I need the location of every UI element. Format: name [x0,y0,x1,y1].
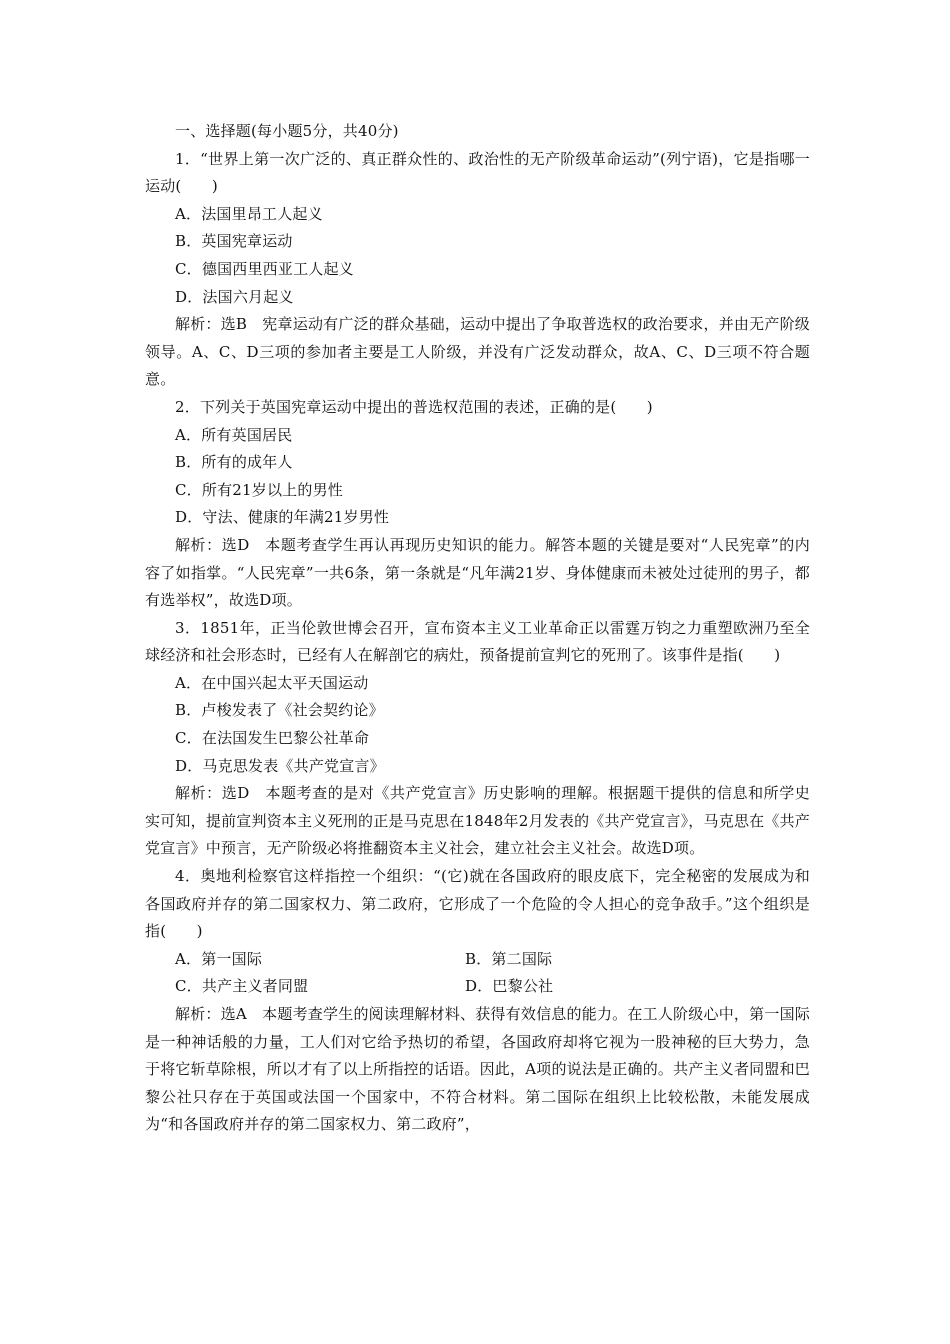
question-4-stem: 4．奥地利检察官这样指控一个组织：“(它)就在各国政府的眼皮底下，完全秘密的发展成为和各国政府并存的第二国家权力、第二政府，它形成了一个危险的令人担心的竞争敌手。”这个组织是指( ) [145,867,810,941]
question-2-option-b: B．所有的成年人 [175,453,293,472]
question-4-options-row-2 [145,973,810,1001]
question-4-option-a: A．第一国际 [175,949,263,968]
question-3-analysis: 解析：选D 本题考查的是对《共产党宣言》历史影响的理解。根据题干提供的信息和所学史实可知，提前宣判资本主义死刑的正是马克思在1848年2月发表的《共产党宣言》，马克思在《共产党宣言》中预言，无产阶级必将推翻资本主义社会，建立社会主义社会。故选D项。 [145,784,810,858]
document-page [145,118,810,1139]
section-heading: 一、选择题(每小题5分，共40分) [175,122,399,140]
question-2-analysis: 解析：选D 本题考查学生再认再现历史知识的能力。解答本题的关键是要对“人民宪章”的内容了如指掌。“人民宪章”一共6条，第一条就是“凡年满21岁、身体健康而未被处过徒刑的男子，都有选举权”，故选D项。 [145,535,810,610]
question-1-analysis: 解析：选B 宪章运动有广泛的群众基础，运动中提出了争取普选权的政治要求，并由无产阶级领导。A、C、D三项的参加者主要是工人阶级，并没有广泛发动群众，故A、C、D三项不符合题意。 [145,315,810,389]
question-3-stem: 3．1851年，正当伦敦世博会召开，宣布资本主义工业革命正以雷霆万钧之力重塑欧洲乃至全球经济和社会形态时，已经有人在解剖它的病灶，预备提前宣判它的死刑了。该事件是指( ) [145,618,810,665]
question-1-option-b: B．英国宪章运动 [175,232,293,251]
question-3-option-d: D．马克思发表《共产党宣言》 [175,756,385,775]
question-1-stem: 1．“世界上第一次广泛的、真正群众性的、政治性的无产阶级革命运动”(列宁语)，它是指哪一运动( ) [145,149,810,196]
question-2-option-c: C．所有21岁以上的男性 [175,480,343,499]
question-3-option-c: C．在法国发生巴黎公社革命 [175,729,370,748]
question-3-option-a: A．在中国兴起太平天国运动 [175,673,369,692]
question-3-option-b: B．卢梭发表了《社会契约论》 [175,701,384,720]
question-1-option-c: C．德国西里西亚工人起义 [175,259,354,278]
question-4-options-row-1 [145,946,810,974]
question-1-option-a: A．法国里昂工人起义 [175,204,323,223]
question-4-analysis: 解析：选A 本题考查学生的阅读理解材料、获得有效信息的能力。在工人阶级心中，第一国际是一种神话般的力量，工人们对它给予热切的希望，各国政府却将它视为一股神秘的巨大势力，急于将它斩草除根，所以才有了以上所指控的话语。因此，A项的说法是正确的。共产主义者同盟和巴黎公社只存在于英国或法国一个国家中，不符合材料。第二国际在组织上比较松散，未能发展成为“和各国政府并存的第二国家权力、第二政府”， [145,1005,810,1134]
question-4-option-d: D．巴黎公社 [465,977,554,996]
question-4-option-c: C．共产主义者同盟 [175,977,309,996]
question-4-option-b: B．第二国际 [465,949,553,968]
question-2-option-a: A．所有英国居民 [175,425,293,444]
question-2-option-d: D．守法、健康的年满21岁男性 [175,508,390,527]
question-2-stem: 2．下列关于英国宪章运动中提出的普选权范围的表述，正确的是( ) [175,397,653,416]
question-1-option-d: D．法国六月起义 [175,287,294,306]
